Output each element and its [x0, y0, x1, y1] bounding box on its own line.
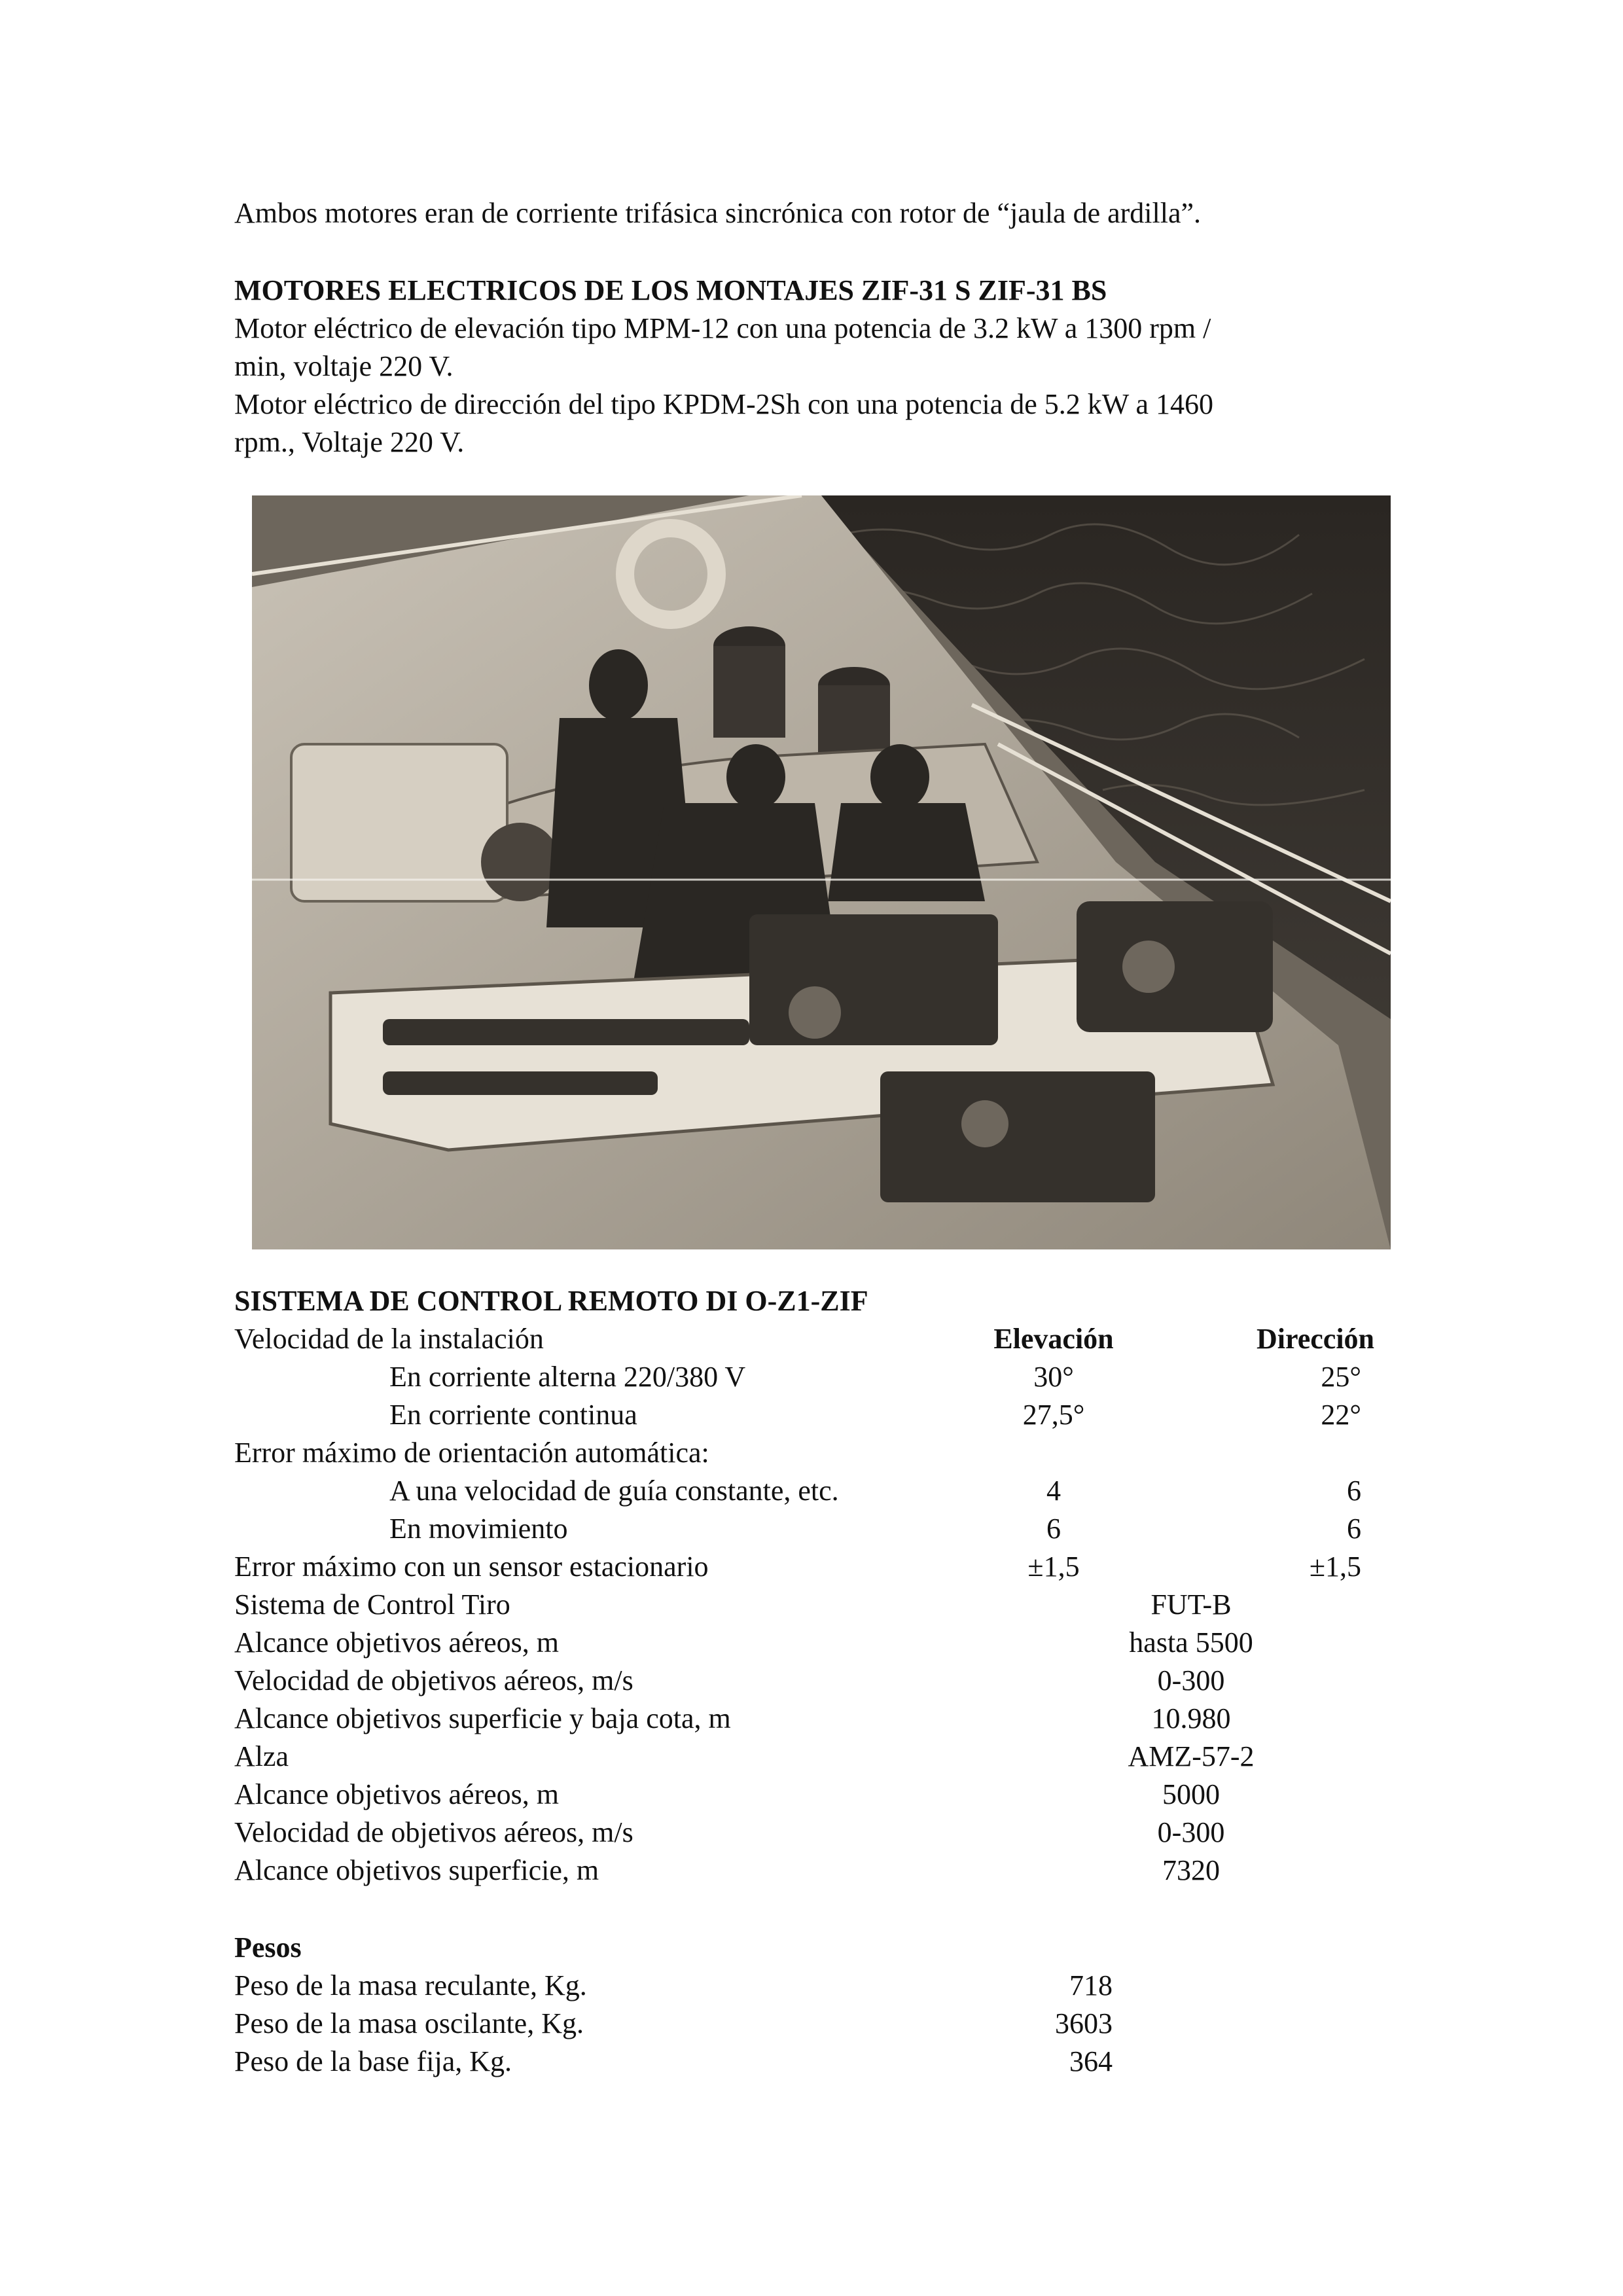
weight-label: Peso de la masa oscilante, Kg. — [234, 2007, 584, 2039]
control-row-direction: ±1,5 — [1309, 1551, 1361, 1583]
spec-value: 0-300 — [1157, 1664, 1225, 1696]
control-row-label: Error máximo con un sensor estacionario — [234, 1551, 709, 1583]
control-row-elevation: ±1,5 — [1027, 1551, 1080, 1583]
control-row-direction: 6 — [1347, 1513, 1361, 1545]
control-heading: SISTEMA DE CONTROL REMOTO DI O-Z1-ZIF — [234, 1285, 868, 1317]
control-row-direction: 25° — [1321, 1361, 1361, 1393]
control-row-direction: 6 — [1347, 1475, 1361, 1507]
spec-value: 0-300 — [1157, 1816, 1225, 1848]
control-row-direction: 22° — [1321, 1399, 1361, 1431]
spec-value: 10.980 — [1151, 1702, 1231, 1734]
control-row-label: En corriente alterna 220/380 V — [389, 1361, 746, 1393]
motors-line-1: Motor eléctrico de elevación tipo MPM-12 con una potencia de 3.2 kW a 1300 rpm / — [234, 312, 1211, 344]
spec-label: Alcance objetivos superficie, m — [234, 1854, 599, 1886]
spec-value: FUT-B — [1150, 1588, 1232, 1621]
control-row-label: En corriente continua — [389, 1399, 637, 1431]
spec-value: 7320 — [1162, 1854, 1220, 1886]
intro-paragraph: Ambos motores eran de corriente trifásica sincrónica con rotor de “jaula de ardilla”. — [234, 197, 1202, 229]
control-row-elevation: 30° — [1033, 1361, 1074, 1393]
weight-value: 364 — [1069, 2045, 1113, 2077]
control-column-label: Velocidad de la instalación — [234, 1323, 544, 1355]
weight-value: 3603 — [1055, 2007, 1113, 2039]
control-row-label: A una velocidad de guía constante, etc. — [389, 1475, 839, 1507]
gun-mount-crew-photo — [252, 495, 1391, 1249]
motors-line-4: rpm., Voltaje 220 V. — [234, 426, 465, 458]
control-row-elevation: 27,5° — [1022, 1399, 1085, 1431]
weight-label: Peso de la masa reculante, Kg. — [234, 1969, 587, 2001]
control-row-elevation: 4 — [1046, 1475, 1061, 1507]
weights-heading: Pesos — [234, 1931, 302, 1964]
spec-label: Velocidad de objetivos aéreos, m/s — [234, 1664, 633, 1696]
spec-value: 5000 — [1162, 1778, 1220, 1810]
motors-line-3: Motor eléctrico de dirección del tipo KPDM-2Sh con una potencia de 5.2 kW a 1460 — [234, 388, 1214, 420]
control-row-label: Error máximo de orientación automática: — [234, 1437, 709, 1469]
spec-label: Velocidad de objetivos aéreos, m/s — [234, 1816, 633, 1848]
spec-label: Alza — [234, 1740, 289, 1772]
column-header-elevation: Elevación — [993, 1323, 1114, 1355]
spec-label: Alcance objetivos aéreos, m — [234, 1626, 560, 1659]
spec-label: Alcance objetivos aéreos, m — [234, 1778, 560, 1810]
spec-value: AMZ-57-2 — [1128, 1740, 1255, 1772]
weight-value: 718 — [1069, 1969, 1113, 2001]
control-row-elevation: 6 — [1046, 1513, 1061, 1545]
control-row-label: En movimiento — [389, 1513, 568, 1545]
spec-label: Alcance objetivos superficie y baja cota, m — [234, 1702, 731, 1734]
weight-label: Peso de la base fija, Kg. — [234, 2045, 512, 2077]
motors-heading: MOTORES ELECTRICOS DE LOS MONTAJES ZIF-31 S ZIF-31 BS — [234, 274, 1107, 306]
column-header-direction: Dirección — [1257, 1323, 1375, 1355]
spec-label: Sistema de Control Tiro — [234, 1588, 510, 1621]
motors-line-2: min, voltaje 220 V. — [234, 350, 454, 382]
spec-value: hasta 5500 — [1129, 1626, 1253, 1659]
